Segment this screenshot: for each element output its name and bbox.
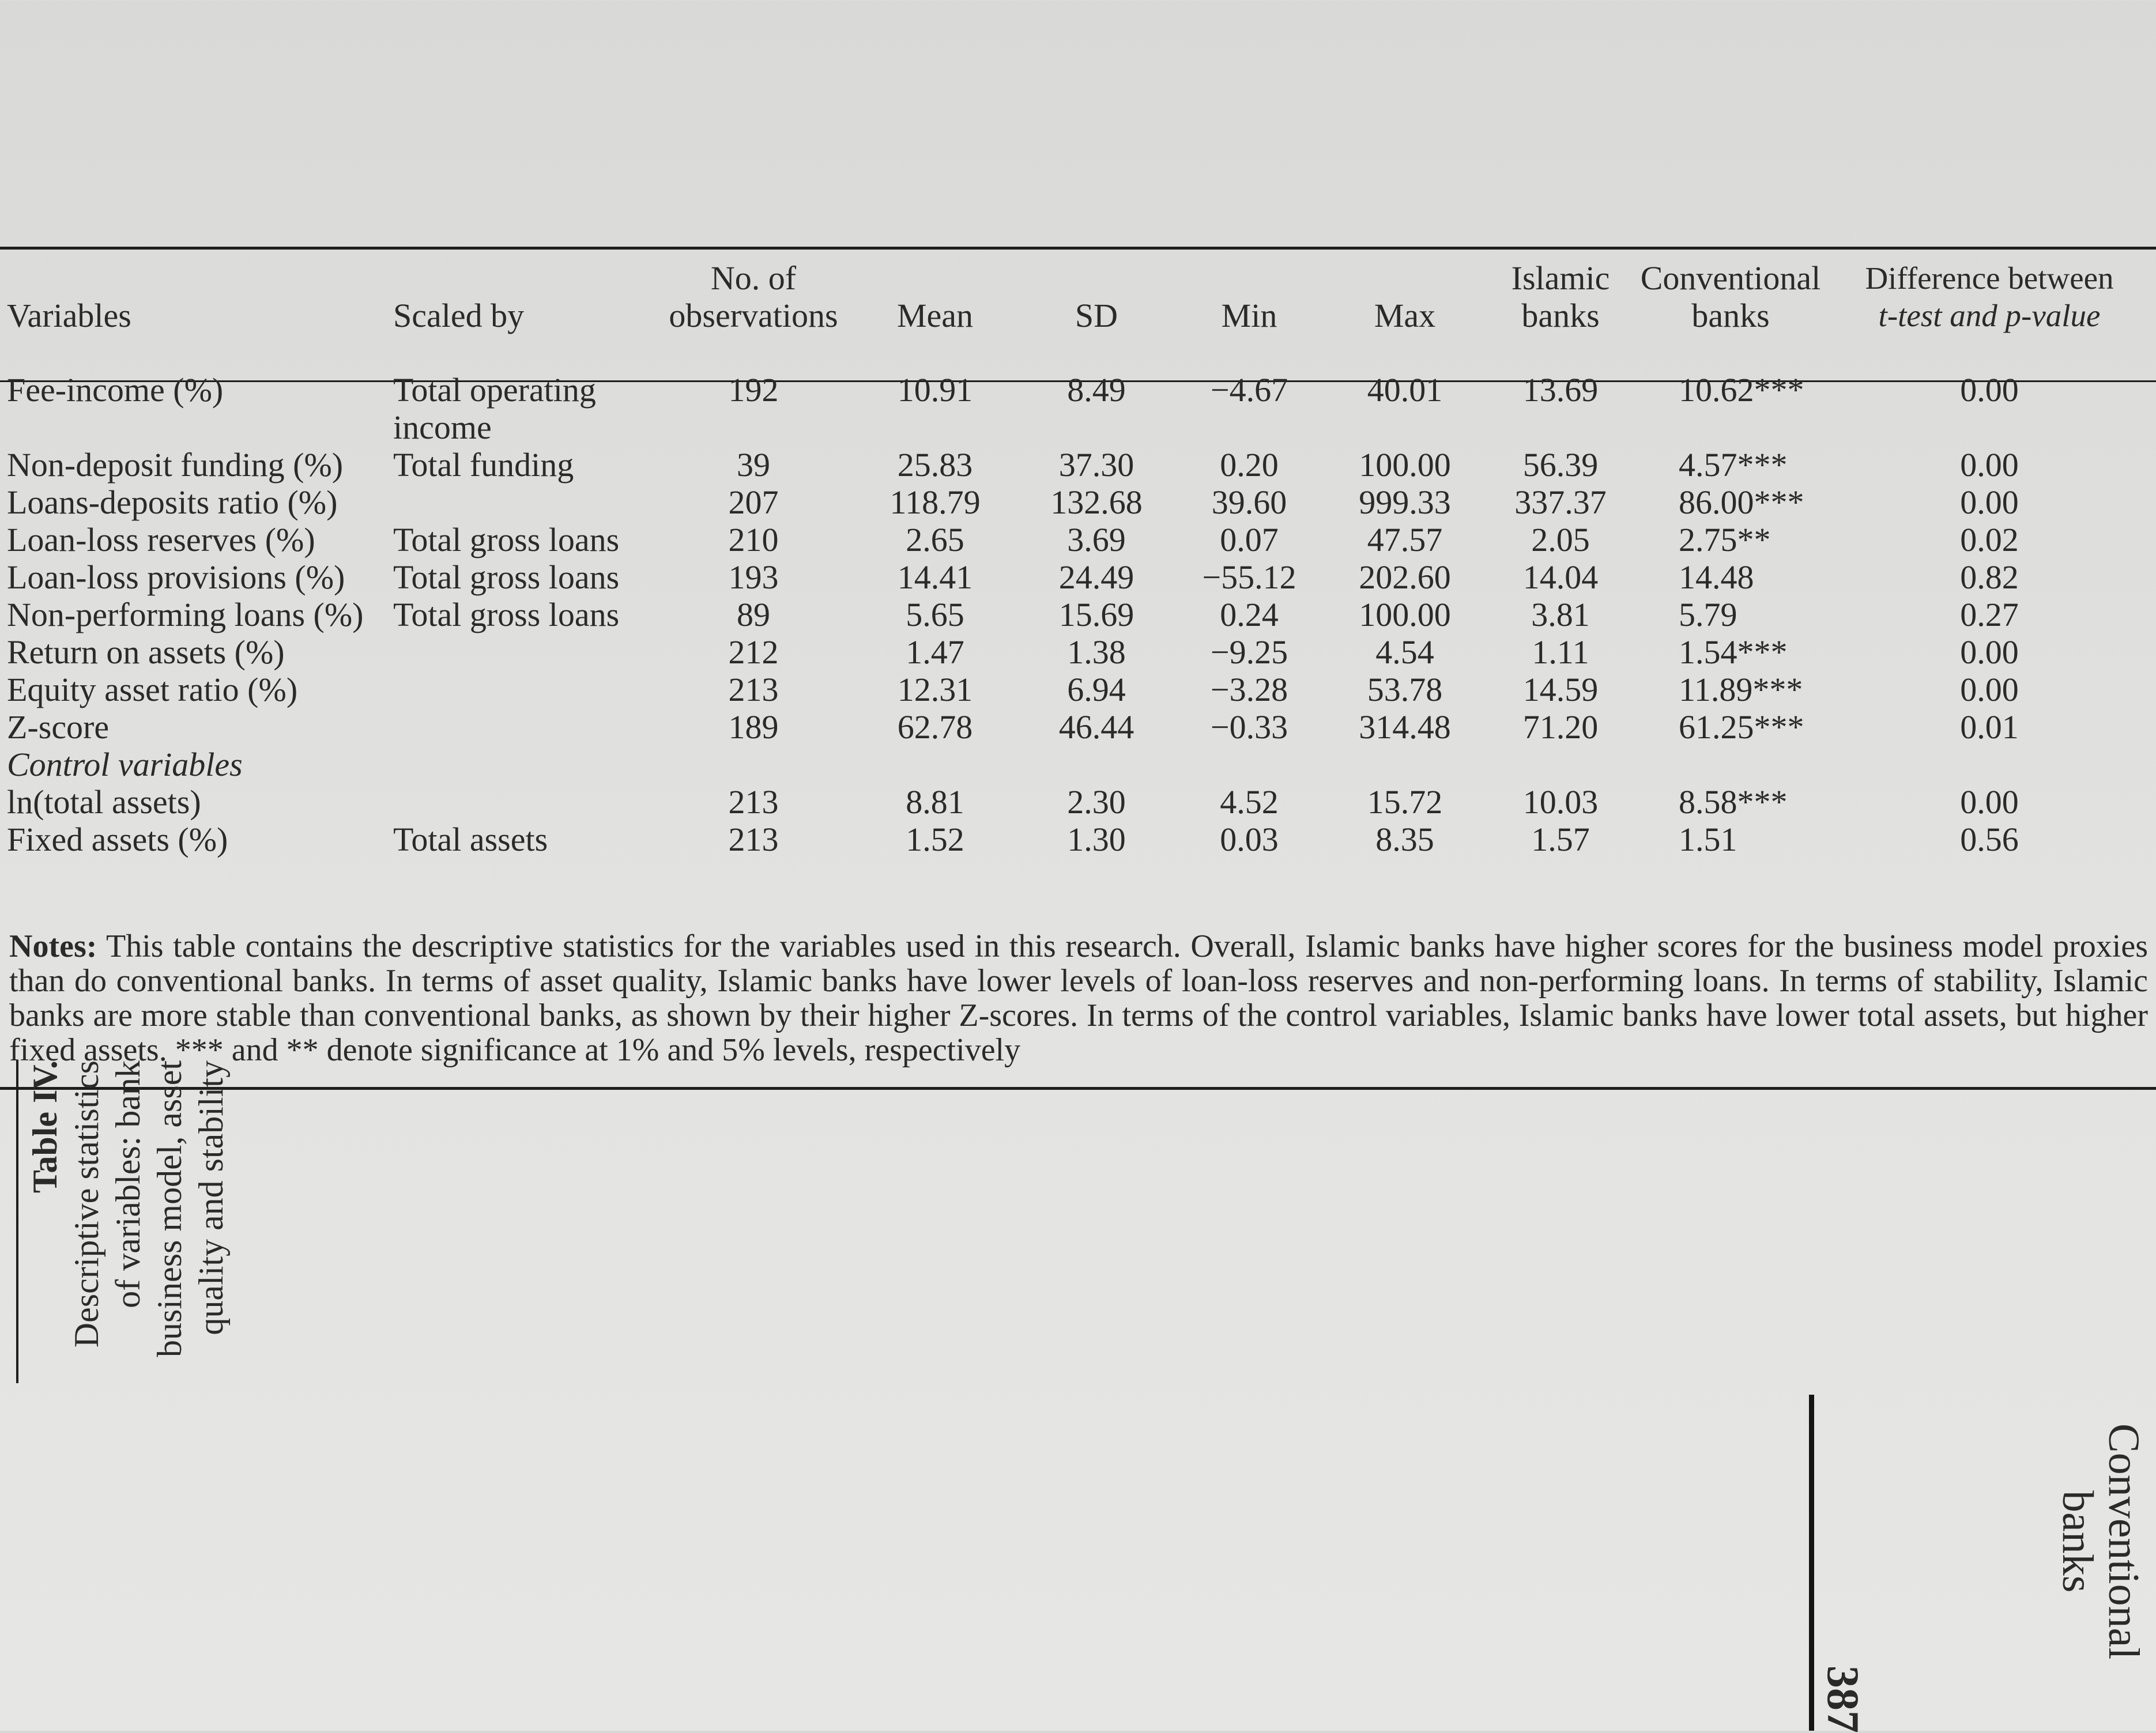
table-row	[7, 671, 2156, 708]
conventional-banks-cell: 10.62***	[1679, 371, 1804, 409]
max-cell: 15.72	[1367, 783, 1443, 821]
table-top-rule	[0, 247, 2156, 250]
islamic-banks-cell: 10.03	[1522, 783, 1599, 821]
max-cell: 8.35	[1375, 821, 1434, 858]
mean-cell: 1.52	[906, 821, 964, 858]
header-islamic-banks: Islamic banks	[1511, 259, 1610, 334]
caption-title: Table IV.	[26, 1060, 64, 1194]
caption-line: quality and stability	[192, 1060, 230, 1335]
sd-cell: 3.69	[1067, 521, 1126, 558]
conventional-banks-cell: 4.57***	[1679, 446, 1788, 484]
min-cell: 0.20	[1220, 446, 1279, 484]
table-row	[7, 558, 2156, 596]
difference-cell: 0.82	[1960, 558, 2019, 596]
conventional-banks-cell: 86.00***	[1679, 484, 1804, 521]
min-cell: −0.33	[1210, 708, 1288, 746]
table-row	[7, 484, 2156, 521]
sd-cell: 132.68	[1050, 484, 1143, 521]
scaled-by-cell	[393, 633, 658, 671]
islamic-banks-cell: 14.04	[1522, 558, 1599, 596]
islamic-banks-cell: 1.57	[1531, 821, 1590, 858]
variable-cell: Fixed assets (%)	[7, 821, 228, 858]
mean-cell: 5.65	[906, 596, 964, 633]
notes-text: This table contains the descriptive statistics for the variables used in this research. Overall, Islamic banks have higher scores for the business model proxies than do conventional banks. In terms of asset quality, Islamic banks have lower levels of loan-loss reserves and non-performing loans. In terms of stability, Islamic banks are more stable than conventional banks, as shown by their higher Z-scores. In terms of the control variables, Islamic banks have lower total assets, but higher fixed assets. *** and ** denote significance at 1% and 5% levels, respectively	[9, 928, 2148, 1068]
running-head	[2055, 1424, 2147, 1660]
min-cell: −3.28	[1210, 671, 1288, 708]
sd-cell: 2.30	[1067, 783, 1126, 821]
caption-line: of variables: bank	[109, 1060, 147, 1308]
scaled-by-cell: Total assets	[393, 821, 548, 858]
observations-cell: 212	[728, 633, 779, 671]
min-cell: −9.25	[1210, 633, 1288, 671]
variable-cell: Loan-loss provisions (%)	[7, 558, 345, 596]
conventional-banks-cell: 1.54***	[1679, 633, 1788, 671]
difference-cell: 0.02	[1960, 521, 2019, 558]
mean-cell: 1.47	[906, 633, 964, 671]
observations-cell: 189	[728, 708, 779, 746]
islamic-banks-cell: 13.69	[1522, 371, 1599, 409]
table-bottom-rule	[0, 1087, 2156, 1090]
observations-cell: 213	[728, 783, 779, 821]
difference-cell: 0.00	[1960, 446, 2019, 484]
sd-cell: 8.49	[1067, 371, 1126, 409]
table-notes	[9, 929, 2148, 1067]
sd-cell: 24.49	[1058, 558, 1134, 596]
min-cell: 0.07	[1220, 521, 1279, 558]
variable-cell: Loans-deposits ratio (%)	[7, 484, 338, 521]
max-cell: 100.00	[1359, 446, 1451, 484]
table-header-row	[7, 259, 2156, 342]
table-row	[7, 821, 2156, 858]
difference-cell: 0.56	[1960, 821, 2019, 858]
difference-cell: 0.00	[1960, 671, 2019, 708]
islamic-banks-cell: 337.37	[1514, 484, 1607, 521]
table-row	[7, 446, 2156, 484]
max-cell: 999.33	[1359, 484, 1451, 521]
table-row	[7, 521, 2156, 558]
table-row	[7, 708, 2156, 746]
difference-cell: 0.00	[1960, 371, 2019, 409]
variable-cell: Fee-income (%)	[7, 371, 224, 409]
conventional-banks-cell: 8.58***	[1679, 783, 1788, 821]
min-cell: 0.03	[1220, 821, 1279, 858]
header-variables: Variables	[7, 297, 131, 334]
table-row	[7, 633, 2156, 671]
max-cell: 100.00	[1359, 596, 1451, 633]
islamic-banks-cell: 14.59	[1522, 671, 1599, 708]
table-row	[7, 596, 2156, 633]
variable-cell: Loan-loss reserves (%)	[7, 521, 315, 558]
max-cell: 4.54	[1375, 633, 1434, 671]
scaled-by-cell	[393, 783, 658, 821]
observations-cell: 192	[728, 371, 779, 409]
min-cell: 4.52	[1220, 783, 1279, 821]
scaled-by-cell: Total funding	[393, 446, 574, 484]
islamic-banks-cell: 3.81	[1531, 596, 1590, 633]
conventional-banks-cell: 14.48	[1679, 558, 1754, 596]
mean-cell: 62.78	[897, 708, 973, 746]
islamic-banks-cell: 1.11	[1532, 633, 1589, 671]
scaled-by-cell	[393, 708, 658, 746]
max-cell: 40.01	[1367, 371, 1443, 409]
header-conventional-banks: Conventional banks	[1640, 259, 1821, 334]
conventional-banks-cell: 11.89***	[1679, 671, 1803, 708]
running-head-line: Conventional	[2100, 1424, 2148, 1660]
running-head-line: banks	[2053, 1490, 2102, 1593]
conventional-banks-cell: 5.79	[1679, 596, 1737, 633]
difference-cell: 0.01	[1960, 708, 2019, 746]
mean-cell: 2.65	[906, 521, 964, 558]
difference-cell: 0.00	[1960, 783, 2019, 821]
observations-cell: 213	[728, 821, 779, 858]
descriptive-statistics-table	[7, 259, 2156, 858]
variable-cell: Z-score	[7, 708, 110, 746]
min-cell: 0.24	[1220, 596, 1279, 633]
mean-cell: 10.91	[897, 371, 973, 409]
control-variables-section	[7, 746, 2156, 783]
header-difference: Difference between t-test and p-value	[1865, 260, 2114, 333]
min-cell: −4.67	[1210, 371, 1288, 409]
variable-cell: ln(total assets)	[7, 783, 201, 821]
sd-cell: 1.38	[1067, 633, 1126, 671]
variable-cell: Equity asset ratio (%)	[7, 671, 298, 708]
max-cell: 47.57	[1367, 521, 1443, 558]
max-cell: 202.60	[1359, 558, 1451, 596]
table-row	[7, 783, 2156, 821]
header-mean: Mean	[896, 297, 974, 334]
conventional-banks-cell: 2.75**	[1679, 521, 1771, 558]
variable-cell: Non-performing loans (%)	[7, 596, 364, 633]
scaled-by-cell: Total gross loans	[393, 521, 620, 558]
difference-cell: 0.27	[1960, 596, 2019, 633]
observations-cell: 207	[728, 484, 779, 521]
difference-cell: 0.00	[1960, 633, 2019, 671]
max-cell: 314.48	[1359, 708, 1451, 746]
mean-cell: 8.81	[906, 783, 964, 821]
scaled-by-cell: Total gross loans	[393, 558, 620, 596]
caption-line: Descriptive statistics	[67, 1060, 105, 1348]
observations-cell: 193	[728, 558, 779, 596]
header-min: Min	[1221, 297, 1277, 334]
sd-cell: 46.44	[1058, 708, 1134, 746]
mean-cell: 25.83	[897, 446, 973, 484]
mean-cell: 118.79	[889, 484, 981, 521]
scaled-by-cell: Total gross loans	[393, 596, 620, 633]
observations-cell: 39	[737, 446, 770, 484]
islamic-banks-cell: 71.20	[1522, 708, 1599, 746]
observations-cell: 210	[728, 521, 779, 558]
table-row	[7, 371, 2156, 446]
mean-cell: 14.41	[897, 558, 973, 596]
variable-cell: Non-deposit funding (%)	[7, 446, 344, 484]
min-cell: 39.60	[1211, 484, 1287, 521]
sd-cell: 15.69	[1058, 596, 1134, 633]
observations-cell: 89	[737, 596, 770, 633]
control-variables-label: Control variables	[7, 746, 243, 783]
islamic-banks-cell: 56.39	[1522, 446, 1599, 484]
page-number-rule	[1809, 1395, 1814, 1731]
page-number: 387	[1818, 1666, 1868, 1733]
notes-label: Notes:	[9, 928, 97, 964]
conventional-banks-cell: 61.25***	[1679, 708, 1804, 746]
header-sd: SD	[1075, 297, 1118, 334]
islamic-banks-cell: 2.05	[1531, 521, 1590, 558]
table-caption	[16, 1060, 241, 1383]
max-cell: 53.78	[1367, 671, 1443, 708]
conventional-banks-cell: 1.51	[1679, 821, 1737, 858]
header-max: Max	[1374, 297, 1436, 334]
observations-cell: 213	[728, 671, 779, 708]
scaled-by-cell	[393, 484, 658, 521]
variable-cell: Return on assets (%)	[7, 633, 285, 671]
header-scaled-by: Scaled by	[393, 297, 525, 334]
sd-cell: 6.94	[1067, 671, 1126, 708]
scaled-by-cell	[393, 671, 658, 708]
sd-cell: 37.30	[1058, 446, 1134, 484]
difference-cell: 0.00	[1960, 484, 2019, 521]
header-observations: No. of observations	[669, 259, 838, 334]
mean-cell: 12.31	[897, 671, 973, 708]
scaled-by-cell: Total operating income	[393, 371, 596, 446]
min-cell: −55.12	[1202, 558, 1296, 596]
sd-cell: 1.30	[1067, 821, 1126, 858]
caption-line: business model, asset	[150, 1060, 189, 1357]
